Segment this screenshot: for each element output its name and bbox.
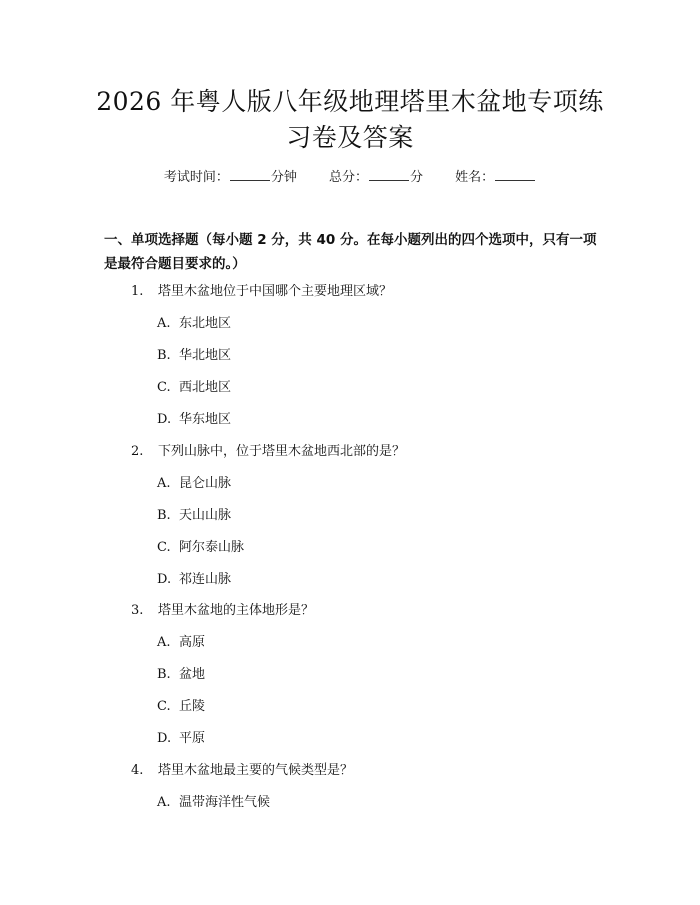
option-text: 高原 [179, 635, 206, 650]
question-1-option-c[interactable] [157, 378, 231, 398]
option-text: 温带海洋性气候 [179, 795, 271, 810]
time-blank[interactable] [230, 168, 270, 181]
option-letter: D. [157, 412, 172, 427]
option-text: 华北地区 [179, 348, 232, 363]
option-letter: A. [157, 476, 171, 491]
question-text: 下列山脉中，位于塔里木盆地西北部的是？ [158, 444, 406, 459]
question-2-option-c[interactable] [157, 538, 244, 558]
option-text: 阿尔泰山脉 [179, 540, 245, 555]
time-field [164, 170, 301, 185]
option-letter: A. [157, 635, 171, 650]
question-1-option-d[interactable] [157, 410, 231, 430]
option-text: 西北地区 [179, 380, 232, 395]
option-letter: C. [157, 699, 171, 714]
score-unit: 分 [410, 170, 424, 185]
option-text: 祁连山脉 [179, 572, 232, 587]
time-unit: 分钟 [270, 170, 297, 185]
option-text: 平原 [179, 731, 206, 746]
name-label: 姓名： [455, 170, 495, 185]
question-number: 3. [131, 603, 144, 618]
question-1-option-a[interactable] [157, 314, 231, 334]
option-letter: B. [157, 348, 171, 363]
option-text: 盆地 [179, 667, 206, 682]
option-letter: A. [157, 795, 171, 810]
page-title-line-1: 2026 年粤人版八年级地理塔里木盆地专项练 [96, 87, 604, 116]
question-3 [131, 601, 314, 621]
option-letter: B. [157, 508, 171, 523]
question-number: 1. [131, 284, 144, 299]
page-title-line-2: 习卷及答案 [286, 123, 414, 152]
section-heading-line-1: 一、单项选择题（每小题 2 分，共 40 分。在每小题列出的四个选项中，只有一项 [104, 232, 597, 248]
option-letter: D. [157, 572, 172, 587]
option-text: 昆仑山脉 [179, 476, 232, 491]
section-heading-line-2: 是最符合题目要求的。） [104, 256, 246, 272]
option-letter: C. [157, 540, 171, 555]
exam-meta [0, 168, 700, 188]
option-text: 东北地区 [179, 316, 232, 331]
option-text: 丘陵 [179, 699, 206, 714]
question-1-option-b[interactable] [157, 346, 231, 366]
option-text: 天山山脉 [179, 508, 232, 523]
question-3-option-d[interactable] [157, 729, 205, 749]
question-number: 2. [131, 444, 144, 459]
question-4-option-a[interactable] [157, 793, 270, 813]
question-3-option-b[interactable] [157, 665, 205, 685]
option-letter: A. [157, 316, 171, 331]
name-field [455, 170, 536, 185]
question-text: 塔里木盆地位于中国哪个主要地理区域？ [158, 284, 393, 299]
question-text: 塔里木盆地最主要的气候类型是？ [158, 763, 354, 778]
question-text: 塔里木盆地的主体地形是？ [158, 603, 315, 618]
time-label: 考试时间： [163, 170, 229, 185]
name-blank[interactable] [495, 168, 535, 181]
question-3-option-a[interactable] [157, 633, 205, 653]
score-blank[interactable] [369, 168, 409, 181]
score-field [329, 170, 427, 185]
option-text: 华东地区 [179, 412, 232, 427]
question-2 [131, 442, 405, 462]
question-number: 4. [131, 763, 144, 778]
option-letter: C. [157, 380, 171, 395]
question-3-option-c[interactable] [157, 697, 205, 717]
question-2-option-d[interactable] [157, 570, 231, 590]
option-letter: D. [157, 731, 172, 746]
question-2-option-b[interactable] [157, 506, 231, 526]
score-label: 总分： [328, 170, 368, 185]
option-letter: B. [157, 667, 171, 682]
question-4 [131, 761, 353, 781]
question-1 [131, 282, 392, 302]
question-2-option-a[interactable] [157, 474, 231, 494]
